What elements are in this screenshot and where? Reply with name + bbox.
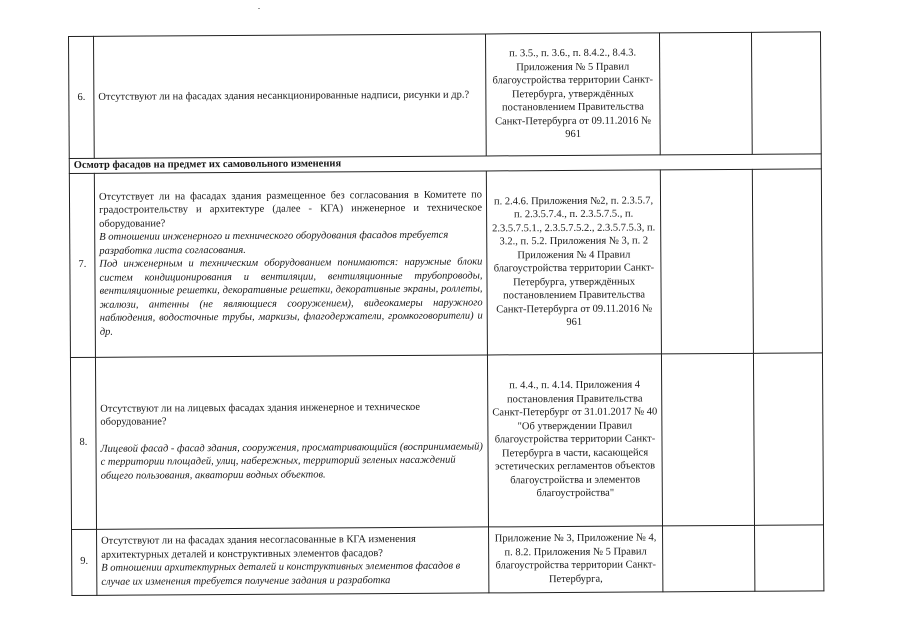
question-note: Под инженерным и техническим оборудованием понимаются: наружные блоки систем кондиционирования и вентиляции, вентиляционные трубопроводы, вентиляционные решетки, декоративные решетки, декоративные экраны, роллеты, жалюзи, антенны (не являющиеся сооружением), видеокамеры наружного наблюдения, водосточные трубы, маркизы, флагодержатели, громкоговорители) и др. [99,256,483,338]
table-row-6 [69,32,822,159]
table-row-7 [69,168,822,357]
row-number: 8. [70,357,96,529]
comment-cell[interactable] [751,32,821,154]
scan-artifact [258,8,260,9]
row-number: 9. [72,529,97,595]
comment-cell[interactable] [754,524,823,590]
question-note: В отношении архитектурных деталей и конструктивных элементов фасадов в случае их изменения требуется получение задания и разработка [101,560,461,588]
section-title: Осмотр фасадов на предмет их самовольного изменения [69,154,821,173]
inspection-checklist-table [68,31,824,595]
question-text: Отсутствуют ли на фасадах здания несогласованные в КГА изменения архитектурных деталей и конструктивных элементов фасадов? [101,533,416,561]
question-note: Лицевой фасад - фасад здания, сооружения, просматривающийся (воспринимаемый) с территории площадей, улиц, набережных, территорий зеленых насаждений общего пользования, акватории водных объектов. [100,441,483,482]
question-cell [94,34,487,158]
table-row-8 [70,352,823,529]
question-cell [97,526,489,594]
question-note: В отношении инженерного и технического оборудования фасадов требуется разработка листа согласования. [99,229,449,257]
question-text: Отсутствуют ли на лицевых фасадах здания инженерное и техническое оборудование? [100,401,421,429]
legal-reference: Приложение № 3, Приложение № 4, п. 8.2. Приложения № 5 Правил благоустройства территории Санкт-Петербурга, [489,525,663,592]
answer-cell[interactable] [660,169,753,354]
table-row-9 [72,524,824,595]
question-cell [94,170,487,356]
answer-cell[interactable] [659,32,752,155]
answer-cell[interactable] [661,353,754,526]
row-number: 7. [69,173,95,357]
legal-reference: п. 4.4., п. 4.14. Приложения 4 постановления Правительства Санкт-Петербург от 31.01.2017 № 40 "Об утверждении Правил благоустройства территории Санкт-Петербурга в части, касающейся эстетических регламентов объектов благоустройства и элементов благоустройства" [487,353,662,526]
legal-reference: п. 3.5., п. 3.6., п. 8.4.2., 8.4.3. Приложения № 5 Правил благоустройства территории Санкт-Петербурга, утверждённых постановлением Правительства Санкт-Петербурга от 09.11.2016 № 961 [485,33,660,156]
question-cell [95,354,488,528]
comment-cell[interactable] [752,168,822,352]
question-text: Отсутствует ли на фасадах здания размещенное без согласования в Комитете по градостроительству и архитектуре (далее - КГА) инженерное и техническое оборудование? [98,189,483,230]
question-text: Отсутствуют ли на фасадах здания несанкционированные надписи, рисунки и др.? [98,89,470,103]
answer-cell[interactable] [663,525,755,592]
row-number: 6. [69,36,95,158]
legal-reference: п. 2.4.6. Приложения №2, п. 2.3.5.7, п. 2.3.5.7.4., п. 2.3.5.7.5., п. 2.3.5.7.5.1., 2.3.5.7.5.2., 2.3.5.7.5.3, п. 3.2., п. 5.2. Приложения № 3, п. 2 Приложения № 4 Правил благоустройства территории Санкт-Петербурга, утверждённых постановлением Правительства Санкт-Петербурга от 09.11.2016 № 961 [486,169,661,354]
comment-cell[interactable] [753,352,823,524]
